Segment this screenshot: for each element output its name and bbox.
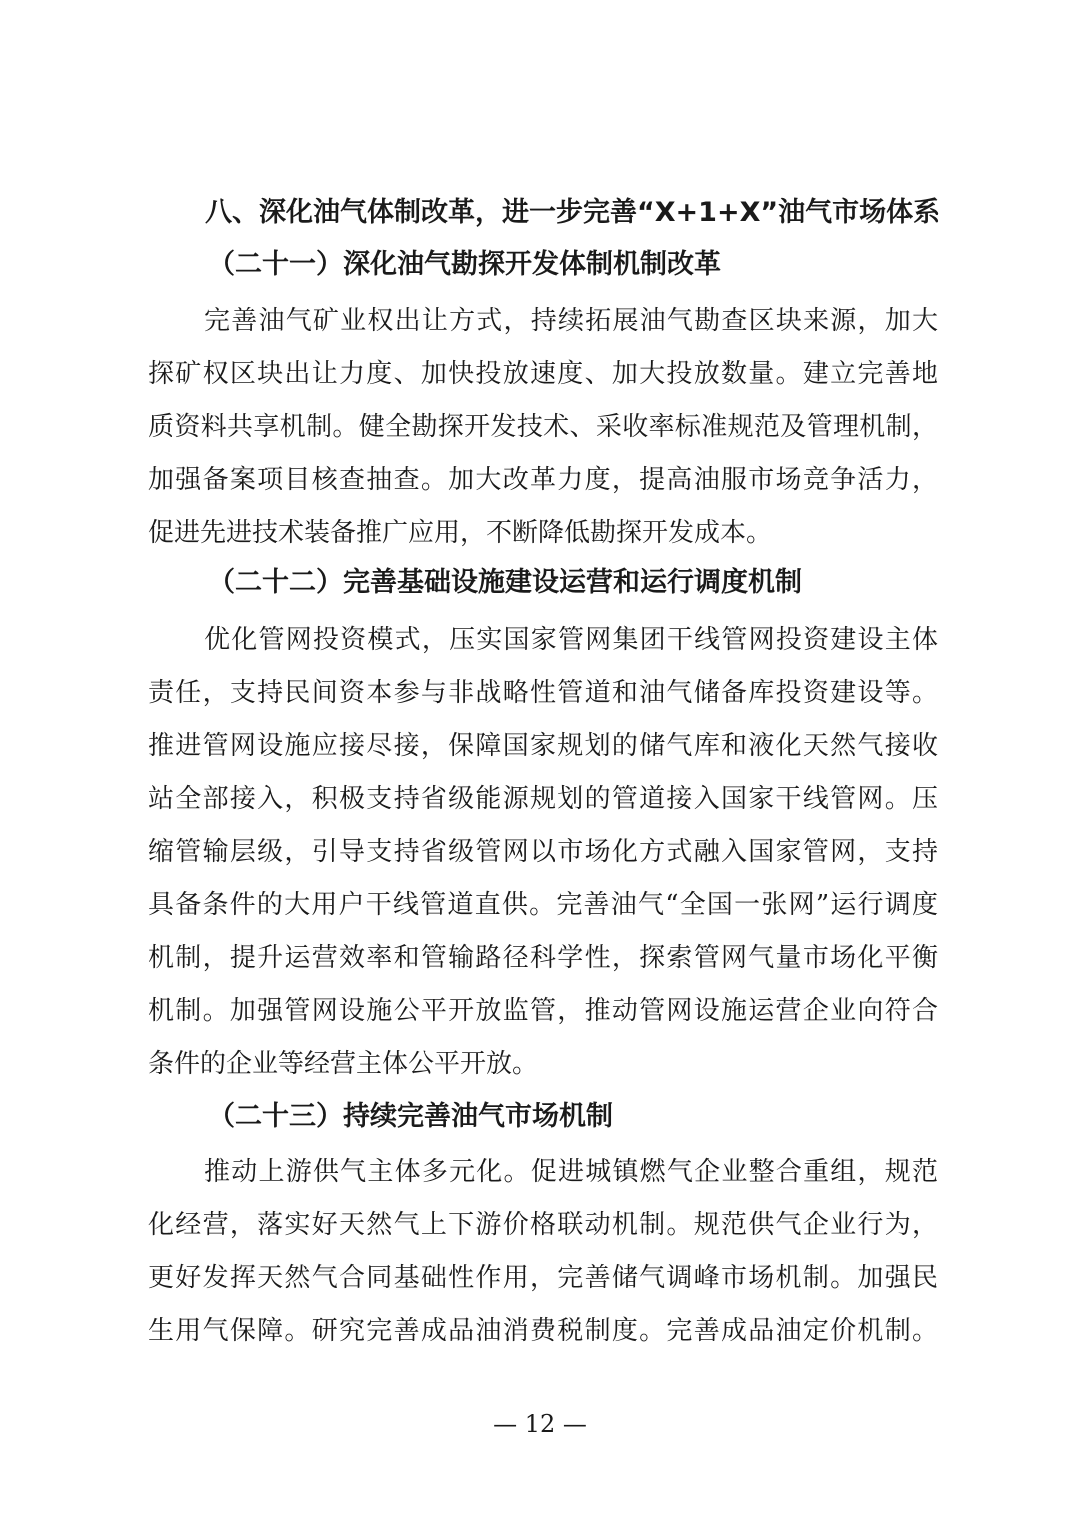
paragraph-line: 质资料共享机制。健全勘探开发技术、采收率标准规范及管理机制，: [148, 412, 938, 442]
section-23-paragraph: [148, 1146, 938, 1358]
paragraph-line: 责任，支持民间资本参与非战略性管道和油气储备库投资建设等。: [148, 678, 938, 708]
paragraph-line: 优化管网投资模式，压实国家管网集团干线管网投资建设主体: [204, 625, 938, 655]
paragraph-line: 具备条件的大用户干线管道直供。完善油气“全国一张网”运行调度: [148, 890, 938, 920]
paragraph-line: 机制，提升运营效率和管输路径科学性，探索管网气量市场化平衡: [148, 943, 938, 973]
paragraph-line: 加强备案项目核查抽查。加大改革力度，提高油服市场竞争活力，: [148, 465, 938, 495]
paragraph-line: 化经营，落实好天然气上下游价格联动机制。规范供气企业行为，: [148, 1210, 938, 1240]
chapter-heading: 八、深化油气体制改革，进一步完善“X+1+X”油气市场体系: [205, 197, 941, 228]
paragraph-line: 探矿权区块出让力度、加快投放速度、加大投放数量。建立完善地: [148, 359, 938, 389]
section-heading-21: （二十一）深化油气勘探开发体制机制改革: [208, 249, 721, 280]
paragraph-line: 更好发挥天然气合同基础性作用，完善储气调峰市场机制。加强民: [148, 1263, 938, 1293]
paragraph-line: 生用气保障。研究完善成品油消费税制度。完善成品油定价机制。: [148, 1316, 938, 1346]
paragraph-line: 完善油气矿业权出让方式，持续拓展油气勘查区块来源，加大: [204, 306, 938, 336]
paragraph-line: 推动上游供气主体多元化。促进城镇燃气企业整合重组，规范: [204, 1157, 938, 1187]
page-number: — 12 —: [493, 1410, 587, 1438]
paragraph-line: 推进管网设施应接尽接，保障国家规划的储气库和液化天然气接收: [148, 731, 938, 761]
paragraph-line: 站全部接入，积极支持省级能源规划的管道接入国家干线管网。压: [148, 784, 938, 814]
paragraph-line: 机制。加强管网设施公平开放监管，推动管网设施运营企业向符合: [148, 996, 938, 1026]
section-22-paragraph: [148, 614, 938, 1091]
paragraph-line: 促进先进技术装备推广应用，不断降低勘探开发成本。: [148, 518, 773, 548]
paragraph-line: 条件的企业等经营主体公平开放。: [148, 1049, 539, 1079]
section-heading-22: （二十二）完善基础设施建设运营和运行调度机制: [208, 567, 802, 598]
paragraph-line: 缩管输层级，引导支持省级管网以市场化方式融入国家管网，支持: [148, 837, 938, 867]
section-21-paragraph: [148, 295, 938, 560]
section-heading-23: （二十三）持续完善油气市场机制: [208, 1101, 613, 1132]
